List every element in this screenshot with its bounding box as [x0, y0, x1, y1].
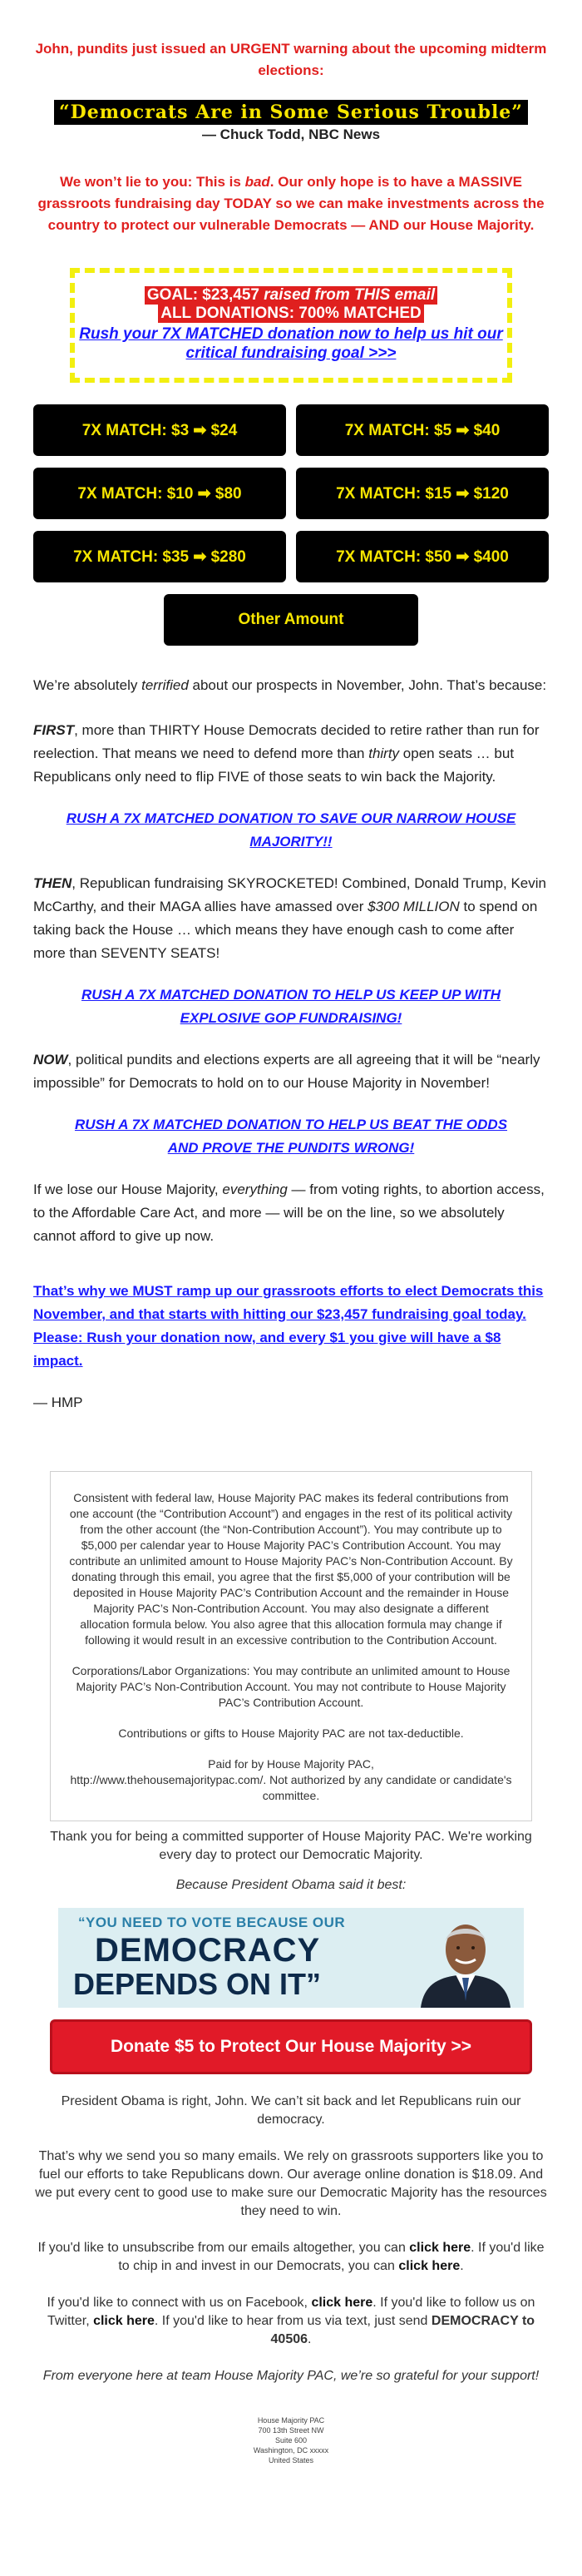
quote-block — [33, 100, 549, 143]
address-line: House Majority PAC — [257, 2416, 325, 2425]
p3-lead: THEN — [33, 875, 72, 891]
p4-lead: NOW — [33, 1052, 68, 1068]
legal-disclaimer — [50, 1471, 532, 1821]
unsubscribe-link[interactable]: click here — [409, 2241, 471, 2255]
match-button-3[interactable]: 7X MATCH: $3 ➡ $24 — [33, 404, 286, 456]
social-d: . — [308, 2332, 312, 2346]
p5-a: If we lose our House Majority, — [33, 1181, 223, 1197]
social-a: If you'd like to connect with us on Facebook, — [47, 2296, 312, 2310]
match-line: ALL DONATIONS: 700% MATCHED — [158, 305, 424, 323]
p3-c: to spend on taking back the House … which means they have enough cash to come after more than SEVENTY SEATS! — [33, 899, 538, 961]
emails-paragraph: That’s why we send you so many emails. We rely on grassroots supporters like you to fuel our efforts to take Republicans down. Our average online donation is $18.09. And we put every cent to good use to make sure our Democratic Majority has the resources they need to win. — [35, 2149, 547, 2218]
match-button-5[interactable]: 7X MATCH: $5 ➡ $40 — [296, 404, 549, 456]
p1-a: We’re absolutely — [33, 677, 142, 693]
banner-line-3: DEPENDS ON IT” — [73, 1967, 322, 2001]
p2-c: open seats … but Republicans only need to flip FIVE of those seats to win back the Majority. — [33, 746, 515, 785]
match-button-15[interactable]: 7X MATCH: $15 ➡ $120 — [296, 468, 549, 519]
p3-a: , Republican fundraising SKYROCKETED! Combined, Donald Trump, Kevin McCarthy, and their MAGA allies have amassed over — [33, 875, 546, 914]
match-button-10[interactable]: 7X MATCH: $10 ➡ $80 — [33, 468, 286, 519]
social-paragraph — [33, 2294, 549, 2349]
obama-paragraph: President Obama is right, John. We can’t sit back and let Republicans ruin our democracy. — [61, 2094, 521, 2127]
pull-quote: “Democrats Are in Some Serious Trouble” — [54, 100, 528, 125]
address-line: 700 13th Street NW — [258, 2426, 324, 2435]
social-c: . If you'd like to hear from us via text, just send — [154, 2314, 432, 2328]
urgent-text-c: . Our only hope is to have a MASSIVE grassroots fundraising day TODAY so we can make investments across the country to protect our vulnerable Democrats — AND our House Majority. — [37, 174, 545, 233]
goal-source: raised from THIS email — [264, 286, 436, 304]
goal-line — [145, 286, 437, 305]
goal-box — [70, 268, 512, 383]
match-button-grid — [33, 404, 549, 594]
chip-in-link[interactable]: click here — [398, 2259, 461, 2273]
p5-c: — from voting rights, to abortion access, to the Affordable Care Act, and more — will be on the line, so we absolutely cannot afford to give up now. — [33, 1181, 545, 1244]
address-line: Suite 600 — [274, 2436, 308, 2445]
final-donate-link[interactable]: That’s why we MUST ramp up our grassroots efforts to elect Democrats this November, and that starts with hitting our $23,457 fundraising goal today. Please: Rush your donation now, and every $1 you give will have a $8 impact. — [33, 1283, 544, 1369]
unsub-b: . If you'd like to chip in and invest in our Democrats, you can — [118, 2241, 545, 2273]
thanks-text: Thank you for being a committed supporter of House Majority PAC. We're working every day to protect our Democratic Majority. — [50, 1830, 532, 1862]
ask-3-wrap — [33, 1113, 549, 1160]
signoff: — HMP — [33, 1395, 83, 1410]
other-amount-row — [33, 594, 549, 646]
unsub-a: If you'd like to unsubscribe from our emails altogether, you can — [37, 2241, 410, 2255]
obama-quote-banner — [58, 1908, 524, 2008]
donate-link-3[interactable]: RUSH A 7X MATCHED DONATION TO HELP US BEAT THE ODDS AND PROVE THE PUNDITS WRONG! — [74, 1117, 508, 1156]
match-button-50[interactable]: 7X MATCH: $50 ➡ $400 — [296, 531, 549, 582]
mailing-address — [33, 2415, 549, 2465]
urgent-text-em: bad — [244, 174, 270, 190]
donate-5-button[interactable]: Donate $5 to Protect Our House Majority >> — [50, 2019, 532, 2074]
p5-em: everything — [222, 1181, 288, 1197]
legal-contribution: Consistent with federal law, House Majority PAC makes its federal contributions from one account (the “Contribution Account”) and engages in the rest of its political activity from the other account (the “Non-Contribution Account”). You may contribute up to $5,000 per calendar year to House Majority PAC’s Contribution Account. You may contribute an unlimited amount to House Majority PAC’s Non-Contribution Account. By donating through this email, you agree that the first $5,000 of your contribution will be deposited in House Majority PAC’s Contribution Account and the remainder in House Majority PAC’s Non-Contribution Account. You may also designate a different allocation formula below. You also agree that this allocation formula may change if following it would result in an excessive contribution to the Contribution Account. — [69, 1491, 513, 1647]
email-body — [33, 0, 549, 2465]
twitter-link[interactable]: click here — [93, 2314, 155, 2328]
paragraph-then — [33, 872, 549, 965]
goal-donate-link[interactable]: Rush your 7X MATCHED donation now to help us hit our critical fundraising goal >>> — [79, 325, 503, 362]
social-b: . If you'd like to follow us on Twitter, — [47, 2296, 535, 2328]
match-button-35[interactable]: 7X MATCH: $35 ➡ $280 — [33, 531, 286, 582]
legal-paid-for — [67, 1756, 515, 1804]
urgent-paragraph — [33, 171, 549, 236]
goal-amount: GOAL: $23,457 — [146, 286, 264, 304]
ask-1-wrap — [33, 807, 549, 854]
facebook-link[interactable]: click here — [311, 2296, 373, 2310]
because-text: Because President Obama said it best: — [175, 1878, 407, 1892]
p3-em: $300 MILLION — [367, 899, 460, 914]
p4-a: , political pundits and elections experts are all agreeing that it will be “nearly impossible” for Democrats to hold on to our House Majority in November! — [33, 1052, 540, 1091]
ask-2-wrap — [33, 983, 549, 1030]
p2-a: , more than THIRTY House Democrats decided to retire rather than run for reelection. That means we need to defend more than — [33, 722, 540, 761]
p1-c: about our prospects in November, John. That’s because: — [188, 677, 547, 693]
intro-text: John, pundits just issued an URGENT warning about the upcoming midterm elections: — [35, 41, 547, 78]
address-line: United States — [268, 2456, 314, 2465]
banner-line-1: “YOU NEED TO VOTE BECAUSE OUR — [78, 1915, 346, 1930]
unsub-c: . — [460, 2259, 464, 2273]
banner-line-2: DEMOCRACY — [95, 1932, 321, 1969]
donate-link-1[interactable]: RUSH A 7X MATCHED DONATION TO SAVE OUR NARROW HOUSE MAJORITY!! — [66, 810, 516, 850]
text-keyword: DEMOCRACY to 40506 — [270, 2314, 535, 2346]
urgent-text-a: We won’t lie to you: This is — [59, 174, 245, 190]
legal-corporations: Corporations/Labor Organizations: You may contribute an unlimited amount to House Majority PAC’s Non-Contribution Account. You may not contribute to House Majority PAC’s Contribution Account. — [72, 1664, 510, 1709]
paragraph-now — [33, 1048, 549, 1095]
legal-tax: Contributions or gifts to House Majority PAC are not tax-deductible. — [118, 1726, 464, 1740]
address-line: Washington, DC xxxxx — [253, 2446, 329, 2455]
other-amount-button[interactable]: Other Amount — [164, 594, 418, 646]
paid-by-text: Paid for by House Majority PAC, — [208, 1757, 374, 1771]
p2-lead: FIRST — [33, 722, 75, 738]
quote-attribution: — Chuck Todd, NBC News — [201, 126, 381, 142]
paragraph-terrified — [33, 674, 549, 697]
paid-by-url: http://www.thehousemajoritypac.com/. Not authorized by any candidate or candidate's committee. — [70, 1773, 512, 1802]
obama-portrait-image — [416, 1911, 515, 2008]
p2-em: thirty — [368, 746, 400, 761]
donate-link-2[interactable]: RUSH A 7X MATCHED DONATION TO HELP US KEEP UP WITH EXPLOSIVE GOP FUNDRAISING! — [81, 987, 501, 1026]
paragraph-first — [33, 719, 549, 789]
closing-text: From everyone here at team House Majority PAC, we’re so grateful for your support! — [42, 2369, 540, 2383]
paragraph-everything — [33, 1178, 549, 1248]
unsubscribe-paragraph — [33, 2239, 549, 2276]
p1-em: terrified — [141, 677, 189, 693]
